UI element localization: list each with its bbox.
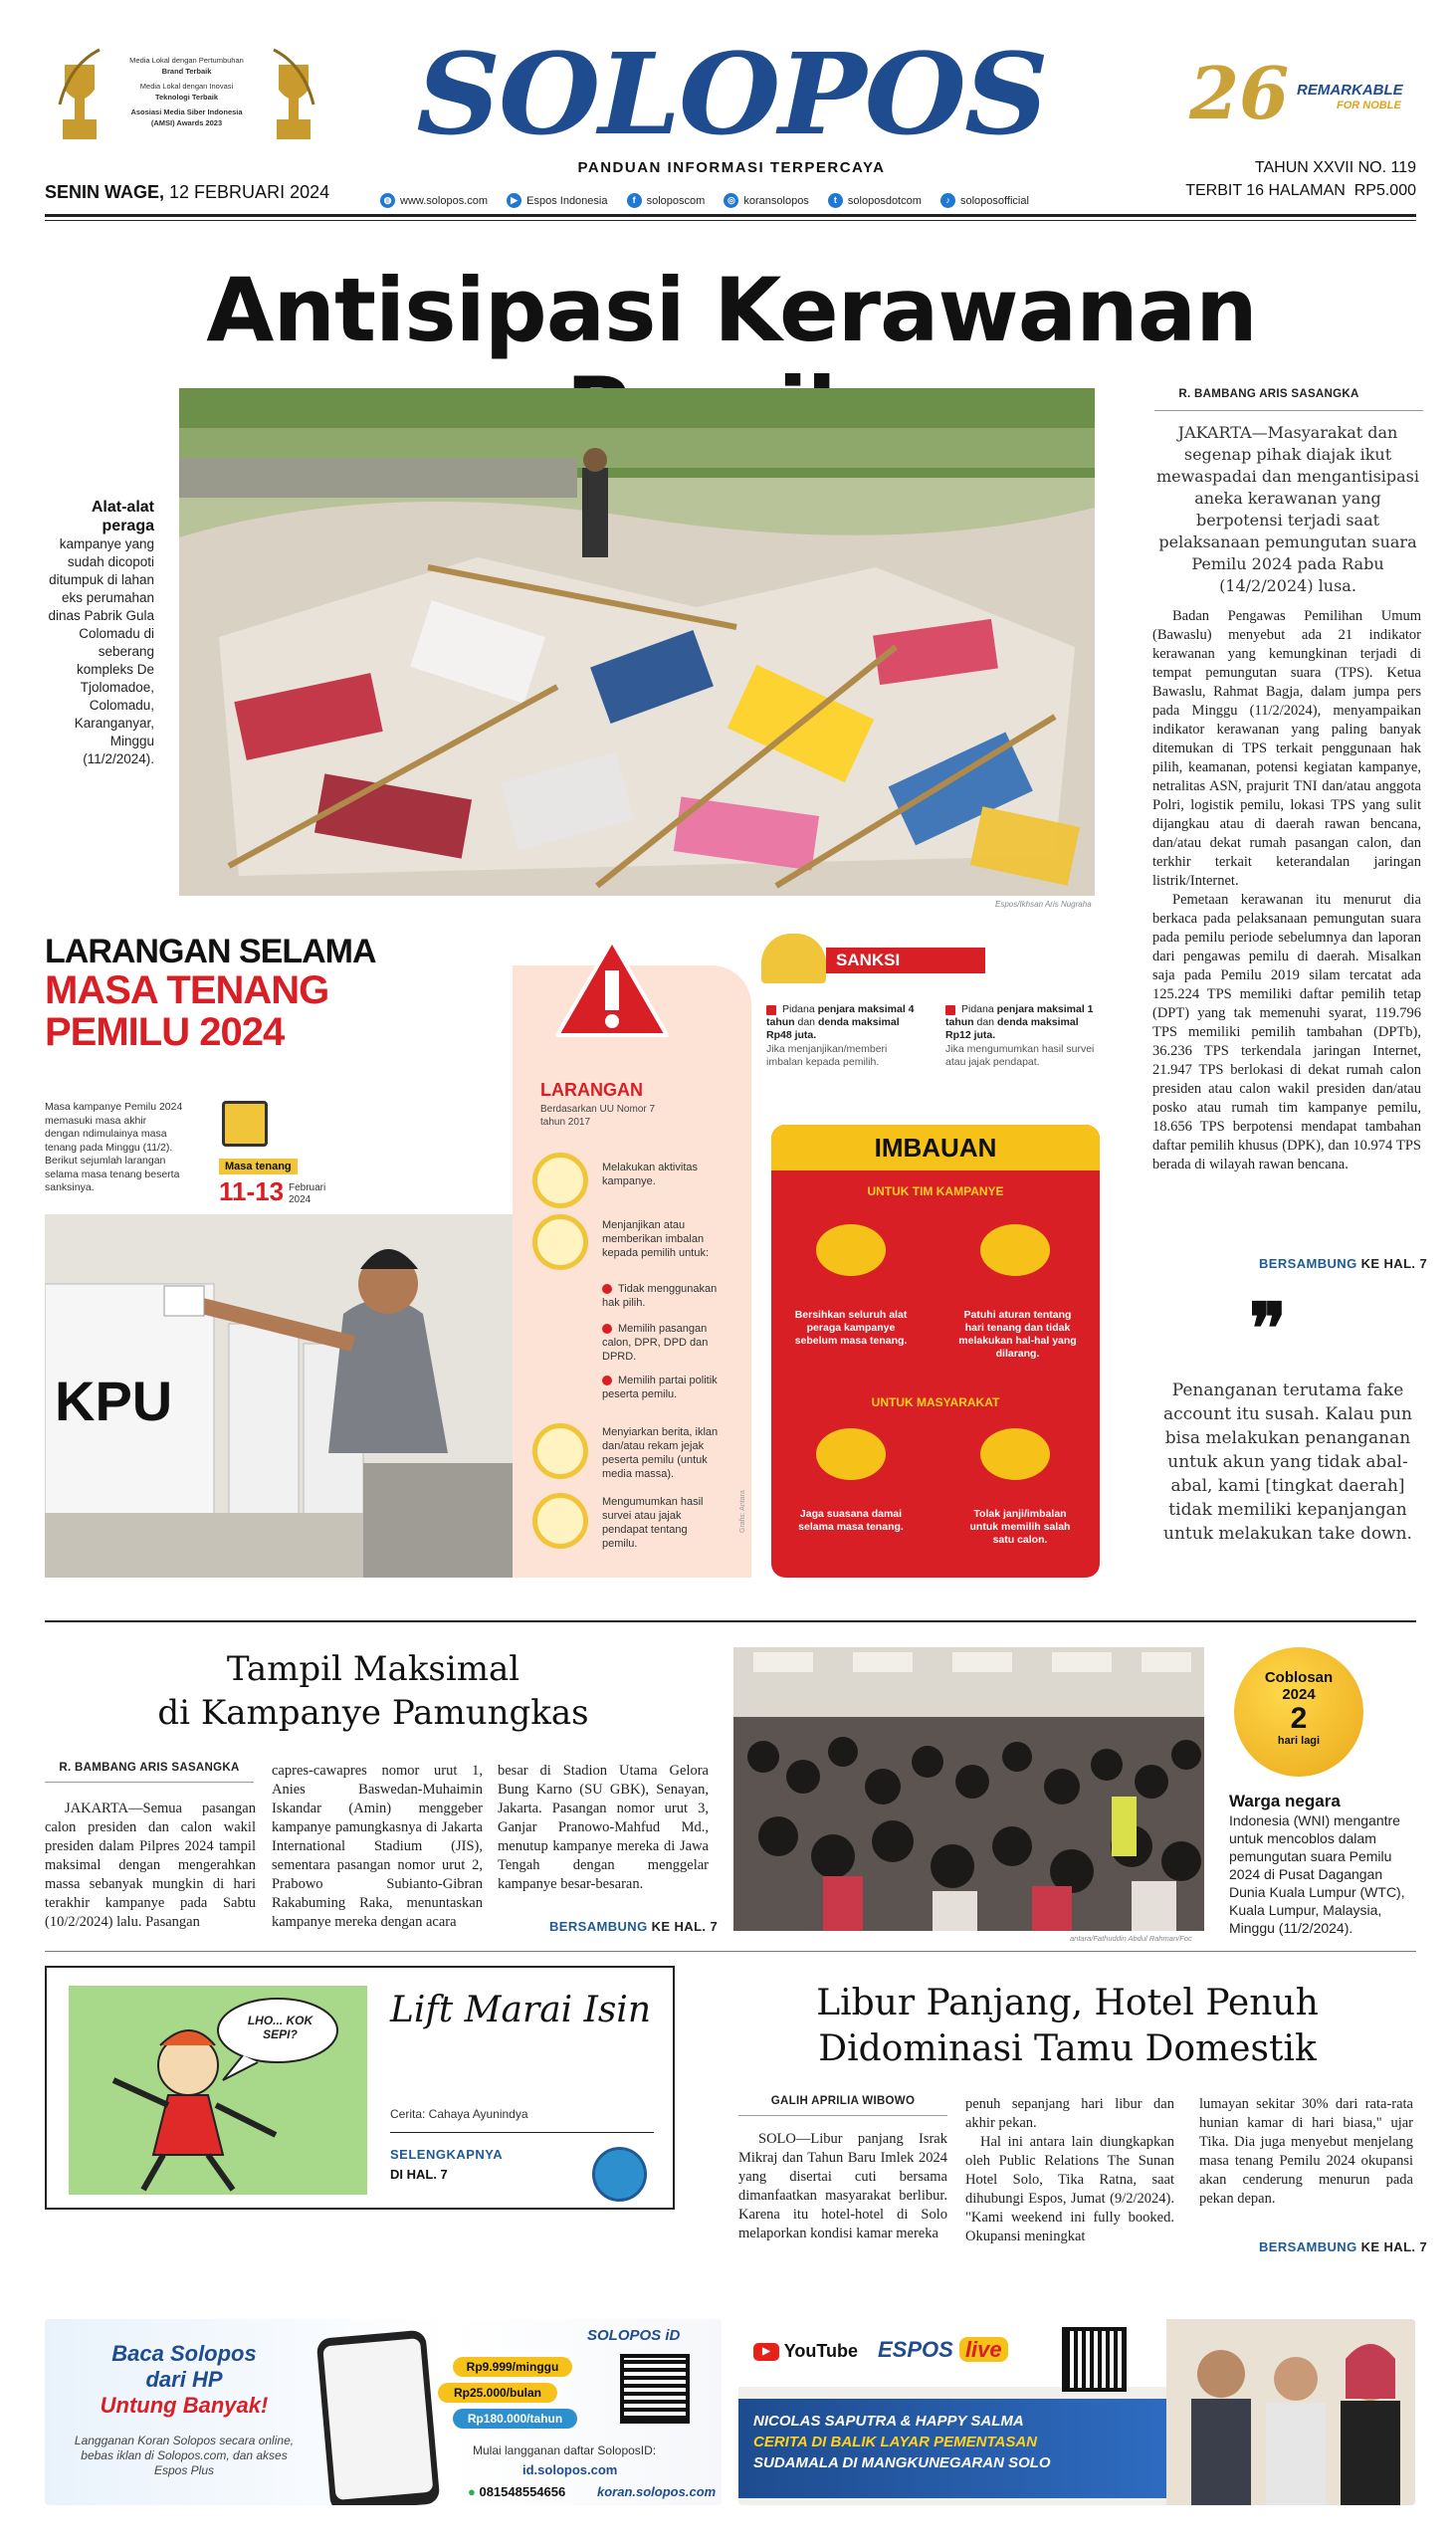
imbauan-text: Bersihkan seluruh alat peraga kampanye sebelum masa tenang.: [794, 1309, 908, 1347]
continued-page: KE HAL. 7: [1360, 1256, 1428, 1271]
bullet-icon: [602, 1324, 612, 1334]
social-link[interactable]: [380, 193, 488, 208]
tim-kampanye-label: UNTUK TIM KAMPANYE: [867, 1184, 1004, 1198]
photo-caption: [40, 498, 154, 768]
infographic: [45, 916, 1120, 1578]
ad-espos-live[interactable]: [738, 2319, 1415, 2505]
youtube-label: YouTube: [783, 2341, 859, 2361]
warning-icon: [552, 936, 672, 1045]
main-byline: R. BAMBANG ARIS SASANGKA: [1178, 388, 1359, 400]
booth-label: KPU: [55, 1370, 173, 1432]
cartoon-bubble: LHO... KOK SEPI?: [247, 2014, 313, 2041]
ad1-brand: SOLOPOS iD: [587, 2327, 681, 2344]
anniversary-number: 26: [1189, 51, 1290, 135]
cartoon-rule: [390, 2132, 654, 2133]
ad1-site[interactable]: koran.solopos.com: [597, 2484, 717, 2499]
social-label: soloposcom: [646, 194, 706, 207]
byline-rule: [738, 2115, 947, 2116]
award-line: Media Lokal dengan Inovasi: [139, 82, 234, 91]
social-label: Espos Indonesia: [526, 194, 608, 207]
social-label: soloposofficial: [960, 194, 1029, 207]
masa-label: Masa tenang: [219, 1159, 298, 1174]
imbauan-panel: [771, 1125, 1100, 1578]
info-title-2: MASA TENANG: [45, 968, 329, 1012]
pull-quote: Penanganan terutama fake account itu susah. Kalau pun bisa melakukan penanganan untuk akun yang tidak abal-abal, kami [tingkat daerah] tidak memiliki kepanjangan untuk melakukan take down.: [1163, 1380, 1412, 1544]
alert-icon: [980, 1224, 1050, 1276]
brand-logo: [403, 30, 1060, 160]
twitter-icon: t: [828, 193, 843, 208]
story2-byline: R. BAMBANG ARIS SASANGKA: [59, 1762, 240, 1774]
info-title-1: LARANGAN SELAMA: [45, 933, 376, 970]
continued-label: BERSAMBUNG: [549, 1919, 648, 1934]
sanksi-title: SANKSI: [826, 948, 985, 973]
social-label: www.solopos.com: [400, 194, 489, 207]
story2-caption: Indonesia (WNI) mengantre untuk mencoblos dalam pemungutan suara Pemilu 2024 di Pusat Dagangan Dunia Kuala Lumpur (WTC), Kuala Lumpur, Malaysia, Minggu (11/2/2024).: [1229, 1812, 1405, 1936]
larangan-item: [532, 1423, 741, 1493]
cartoon-more[interactable]: SELENGKAPNYA: [390, 2147, 504, 2162]
photo-credit: Espos/Ikhsan Aris Nugraha: [995, 900, 1092, 909]
larangan-text: Menjanjikan atau memberikan imbalan kepada pemilih untuk:: [602, 1219, 710, 1259]
larangan-text: Menyiarkan berita, iklan dan/atau rekam jejak peserta pemilu (untuk media massa).: [602, 1426, 719, 1480]
sub-item-text: Tidak menggunakan hak pilih.: [602, 1283, 718, 1309]
larangan-title: LARANGAN: [540, 1080, 643, 1100]
voting-booth-photo: [45, 1214, 513, 1578]
story2-col: JAKARTA—Semua pasangan calon presiden dan calon wakil presiden dalam Pilpres 2024 tampil maksimal dengan mengerahkan massa sebanyak mungkin di hari terakhir kampanye pada Sabtu (10/2/2024) lalu. Pasangan: [45, 1801, 256, 1930]
sub-item: [602, 1322, 731, 1364]
issue-number: TAHUN XXVII NO. 119: [1254, 159, 1416, 176]
story3-paragraph: penuh sepanjang hari libur dan akhir pekan.: [965, 2096, 1174, 2131]
reject-icon: [980, 1428, 1050, 1480]
social-link[interactable]: [828, 193, 922, 208]
continued-page: KE HAL. 7: [1360, 2239, 1428, 2254]
caption-title: Alat-alat peraga: [91, 499, 154, 534]
award-line: (AMSI) Awards 2023: [150, 118, 223, 127]
story3-col-2: [965, 2095, 1174, 2246]
crowd-queue-image: [733, 1647, 1204, 1931]
bullet-icon: [602, 1284, 612, 1294]
cartoon-figure-image: [69, 1986, 367, 2195]
social-link[interactable]: [627, 193, 706, 208]
sanksi-bold: denda maksimal Rp12 juta.: [945, 1016, 1079, 1041]
money-icon: [532, 1214, 588, 1270]
award-line: Asosiasi Media Siber Indonesia: [130, 107, 243, 116]
story3-title: [722, 1981, 1413, 2072]
byline-rule: [45, 1782, 254, 1783]
phone-image: [316, 2330, 441, 2505]
story3-continued[interactable]: [1259, 2239, 1427, 2254]
social-link[interactable]: [507, 193, 607, 208]
countdown-badge: [1234, 1647, 1363, 1777]
sub-item: [602, 1282, 731, 1310]
youtube-icon: ▶: [753, 2343, 779, 2361]
imbauan-text: Patuhi aturan tentang hari tenang dan tidak melakukan hal-hal yang dilarang.: [958, 1309, 1077, 1360]
ad2-line: CERITA DI BALIK LAYAR PEMENTASAN: [753, 2434, 1037, 2450]
sanksi-1: [766, 1003, 916, 1069]
main-continued[interactable]: [1259, 1256, 1427, 1271]
story2-title-line: Tampil Maksimal: [226, 1649, 520, 1689]
caption-text: kampanye yang sudah dicopoti ditumpuk di lahan eks perumahan dinas Pabrik Gula Colomadu di seberang kompleks De Tjolomadoe, Colomadu, Karanganyar, Minggu (11/2/2024).: [48, 536, 154, 766]
story3-paragraph: Hal ini antara lain diungkapkan oleh Public Relations The Sunan Hotel Solo, Tika Ratna, saat dihubungi Espos, Jumat (9/2/2024). "Kami weekend ini fully booked. Okupansi meningkat: [965, 2134, 1174, 2244]
award-line: Brand Terbaik: [161, 67, 212, 76]
social-link[interactable]: [724, 193, 808, 208]
main-body: [1152, 607, 1421, 1174]
social-label: koransolopos: [743, 194, 809, 207]
campaign-flag-icon: [532, 1153, 588, 1208]
info-title-3: PEMILU 2024: [45, 1010, 285, 1054]
ad1-sub: Langganan Koran Solopos secara online, bebas iklan di Solopos.com, dan akses Espos Plus: [74, 2434, 295, 2477]
masthead-divider: [45, 214, 1416, 217]
story3-col: SOLO—Libur panjang Israk Mikraj dan Tahun Baru Imlek 2024 yang disertai cuti bersama dimanfaatkan masyarakat berlibur. Karena itu hotel-hotel di Solo melaporkan kondisi kamar mereka: [738, 2131, 947, 2241]
bullet-icon: [766, 1005, 776, 1015]
issue-date-value: 12 FEBRUARI 2024: [169, 182, 330, 202]
broom-icon: [816, 1224, 886, 1276]
sanksi-text: Pidana: [961, 1003, 997, 1015]
continued-page: KE HAL. 7: [651, 1919, 719, 1934]
espos-live-logo: [878, 2337, 1008, 2363]
gavel-icon: [761, 934, 826, 983]
anniversary-logo: [1189, 51, 1423, 139]
main-headline: Antisipasi Kerawanan: [206, 259, 1257, 361]
main-paragraph: Pemetaan kerawanan itu menurut dia berkaca pada pelaksanaan pemungutan suara pada pemilu periode sebelumnya dan laporan dari pengawas pemilu di daerah. Misalkan saja pada Pemilu 2019 silam tercatat ada 125.224 TPS memiliki daftar pemilih tetap (DPT) yang tak memenuhi syarat, 119.796 TPS memiliki pemilih tambahan (DPTb), 36.236 TPS terkendala jaringan Internet, 21.947 TPS berlokasi di dekat rumah calon presiden atau calon wakil presiden dan/atau posko atau rumah tim kampanye pemilu, 18.656 TPS berpotensi mendapat tambahan daftar pemilih khusus (DPK), dan 10.974 TPS berada di wilayah rawan bencana.: [1152, 892, 1421, 1172]
cartoon-page[interactable]: DI HAL. 7: [390, 2167, 448, 2182]
byline-rule: [1154, 410, 1423, 411]
continued-label: BERSAMBUNG: [1259, 1256, 1357, 1271]
sanksi-note: Jika menjanjikan/memberi imbalan kepada pemilih.: [766, 1043, 888, 1068]
flag-icon: [222, 1101, 268, 1147]
campaign-props-pile-image: [179, 388, 1095, 896]
section-divider: [45, 1951, 1416, 1952]
guests-photo-image: [1166, 2319, 1415, 2505]
story3-title-line: Didominasi Tamu Domestik: [818, 2028, 1317, 2069]
price-badge: Rp25.000/bulan: [438, 2383, 557, 2403]
sub-item-text: Memilih pasangan calon, DPR, DPD dan DPRD.: [602, 1323, 709, 1363]
ad1-line: dari HP: [145, 2367, 223, 2392]
sub-item-text: Memilih partai politik peserta pemilu.: [602, 1375, 718, 1400]
section-divider: [45, 1620, 1416, 1622]
bullet-icon: [602, 1376, 612, 1385]
larangan-text: Melakukan aktivitas kampanye.: [602, 1162, 698, 1187]
sanksi-bold: denda maksimal Rp48 juta.: [766, 1016, 900, 1041]
story3-title-line: Libur Panjang, Hotel Penuh: [816, 1983, 1319, 2023]
award-line: Media Lokal dengan Pertumbuhan: [129, 56, 244, 65]
masthead-divider: [45, 220, 1416, 221]
story2-continued[interactable]: [549, 1919, 718, 1934]
tagline: PANDUAN INFORMASI TERPERCAYA: [577, 159, 886, 176]
social-link[interactable]: [940, 193, 1029, 208]
espos-brand: ESPOS: [878, 2337, 953, 2362]
imbauan-title: IMBAUAN: [771, 1125, 1100, 1170]
sub-item: [602, 1374, 731, 1401]
ad2-text: [753, 2411, 1161, 2473]
ad1-line: Untung Banyak!: [100, 2393, 269, 2418]
social-links: [380, 188, 1117, 208]
qr-code-icon[interactable]: [620, 2354, 690, 2424]
countdown-year: 2024: [1282, 1686, 1316, 1703]
sanksi-2: [945, 1003, 1095, 1069]
play-icon: ▶: [507, 193, 521, 208]
sanksi-note: Jika mengumumkan hasil survei atau jajak pendapat.: [945, 1043, 1095, 1068]
cartoon-title: Lift Marai Isin: [390, 1990, 652, 2030]
bullet-icon: [945, 1005, 955, 1015]
ad1-phone-number: 081548554656: [479, 2484, 566, 2499]
larangan-item: [532, 1214, 741, 1423]
broadcast-icon: [532, 1423, 588, 1479]
imbauan-text: Tolak janji/imbalan untuk memilih salah satu calon.: [969, 1508, 1071, 1546]
qr-code-icon[interactable]: [1062, 2327, 1127, 2392]
story3-col: lumayan sekitar 30% dari rata-rata hunian kamar di hari biasa," ujar Tika. Dia juga menyebut menjelang masa tenang Pemilu 2024 okupansi akan cenderung menurun pada pekan depan.: [1199, 2096, 1413, 2207]
tiktok-icon: ♪: [940, 193, 955, 208]
issue-date: [45, 182, 329, 203]
price-badge: Rp9.999/minggu: [453, 2357, 572, 2377]
anniversary-sub: FOR NOBLE: [1337, 100, 1401, 111]
story2-title-line: di Kampanye Pamungkas: [157, 1693, 589, 1733]
story2-col: capres-cawapres nomor urut 1, Anies Baswedan-Muhaimin Iskandar (Amin) menggeber kampanye pamungkasnya di Jakarta International Stadium (JIS), sementara pasangan nomor urut 2, Prabowo Subianto-Gibran Rakabuming Raka, menuntaskan kampanye mereka dengan acara: [272, 1763, 483, 1930]
espos-live: live: [959, 2337, 1008, 2362]
info-intro: Masa kampanye Pemilu 2024 memasuki masa akhir dengan ndimulainya masa tenang pada Minggu (11/2). Berikut sejumlah larangan selama masa tenang beserta sanksinya.: [45, 1101, 183, 1193]
masa-dates: 11-13: [219, 1176, 285, 1206]
instagram-icon: ◎: [724, 193, 738, 208]
globe-icon: ◍: [380, 193, 395, 208]
story2-col: besar di Stadion Utama Gelora Bung Karno (SU GBK), Senayan, Jakarta. Pasangan nomor urut 3, Ganjar Pranowo-Mahfud Md., menutup kampanye mereka di Jawa Tengah dengan menggelar kampanye besar-besaran.: [498, 1763, 709, 1892]
imbauan-text: Jaga suasana damai selama masa tenang.: [798, 1508, 904, 1533]
story2-photo-credit: antara/Fathuddin Abdul Rahman/Foc: [1070, 1934, 1192, 1943]
main-photo: [179, 388, 1095, 896]
issue-day: SENIN WAGE,: [45, 182, 165, 202]
masa-month: Februari 2024: [289, 1182, 326, 1205]
cartoon-author: Cerita: Cahaya Ayunindya: [390, 2107, 528, 2121]
sanksi-text: dan: [973, 1016, 997, 1028]
ad1-phone[interactable]: [468, 2484, 565, 2499]
story2-caption-title: Warga negara: [1229, 1792, 1341, 1810]
story2-title: [109, 1647, 637, 1735]
larangan-basis: Berdasarkan UU Nomor 7 tahun 2017: [540, 1104, 656, 1128]
countdown-number: 2: [1290, 1702, 1308, 1735]
info-credit: Grafis: Antara: [739, 1490, 746, 1533]
cartoon-panel: [69, 1986, 367, 2195]
sanksi-bold: penjara maksimal 4 tahun: [766, 1003, 915, 1028]
cartoon-box: [45, 1966, 675, 2210]
ad2-line: SUDAMALA DI MANGKUNEGARAN SOLO: [753, 2454, 1051, 2471]
social-label: soloposdotcom: [847, 194, 922, 207]
sanksi-bold: penjara maksimal 1 tahun: [945, 1003, 1094, 1028]
heart-icon: [816, 1428, 886, 1480]
ad1-headline: [65, 2341, 304, 2419]
continued-label: BERSAMBUNG: [1259, 2239, 1357, 2254]
brand-name: SOLOPOS: [416, 30, 1047, 160]
masyarakat-label: UNTUK MASYARAKAT: [871, 1395, 1000, 1409]
larangan-item: [532, 1493, 741, 1563]
quote-mark-icon: ❞: [1249, 1287, 1287, 1370]
countdown-days: hari lagi: [1277, 1735, 1321, 1747]
whatsapp-icon: ●: [468, 2484, 480, 2499]
story2-photo: [733, 1647, 1204, 1931]
main-paragraph: Badan Pengawas Pemilihan Umum (Bawaslu) menyebut ada 21 indikator kerawanan yang kemungkinan terjadi di tempat pemungutan suara (TPS). Ketua Bawaslu, Rahmat Bagja, dalam jumpa pers pada Minggu (11/2/2024), menyampaikan indikator kerawanan yang paling banyak ditemukan di TPS terkait penggunaan hak pilih, keamanan, potensi kegiatan kampanye, netralitas ASN, prajurit TNI dan/atau anggota Polri, logistik pemilu, lokasi TPS yang sulit dijangkau atau di daerah rawan bencana, dan/atau dekat rumah pasangan calon, dan terkhir terkait keterandalan jaringan listrik/Internet.: [1152, 608, 1421, 889]
ad2-line: NICOLAS SAPUTRA & HAPPY SALMA: [753, 2413, 1024, 2430]
ad1-cta: Mulai langganan daftar SoloposID:: [473, 2443, 657, 2457]
ad-solopos-id[interactable]: [45, 2319, 722, 2505]
sanksi-text: dan: [794, 1016, 818, 1028]
survey-icon: [532, 1493, 588, 1549]
facebook-icon: f: [627, 193, 642, 208]
anniversary-text: REMARKABLE: [1297, 82, 1403, 99]
issue-pages-price: TERBIT 16 HALAMAN RP5.000: [1185, 182, 1416, 199]
lift-logo-icon: [592, 2147, 647, 2202]
ad1-line: Baca Solopos: [111, 2341, 257, 2366]
ad1-url[interactable]: id.solopos.com: [522, 2462, 618, 2477]
award-line: Teknologi Terbaik: [154, 93, 219, 102]
story3-byline: GALIH APRILIA WIBOWO: [770, 2095, 916, 2107]
countdown-label: Coblosan: [1264, 1669, 1334, 1686]
larangan-item: [532, 1153, 741, 1212]
sanksi-text: Pidana: [782, 1003, 818, 1015]
youtube-logo: [753, 2341, 858, 2362]
main-lead: JAKARTA—Masyarakat dan segenap pihak diajak ikut mewaspadai dan mengantisipasi aneka kerawanan yang berpotensi terjadi saat pelaksanaan pemungutan suara Pemilu 2024 pada Rabu (14/2/2024) lusa.: [1155, 423, 1420, 595]
award-badge: [55, 45, 318, 154]
price-badge: Rp180.000/tahun: [453, 2409, 577, 2429]
larangan-text: Mengumumkan hasil survei atau jajak pendapat tentang pemilu.: [602, 1496, 704, 1550]
